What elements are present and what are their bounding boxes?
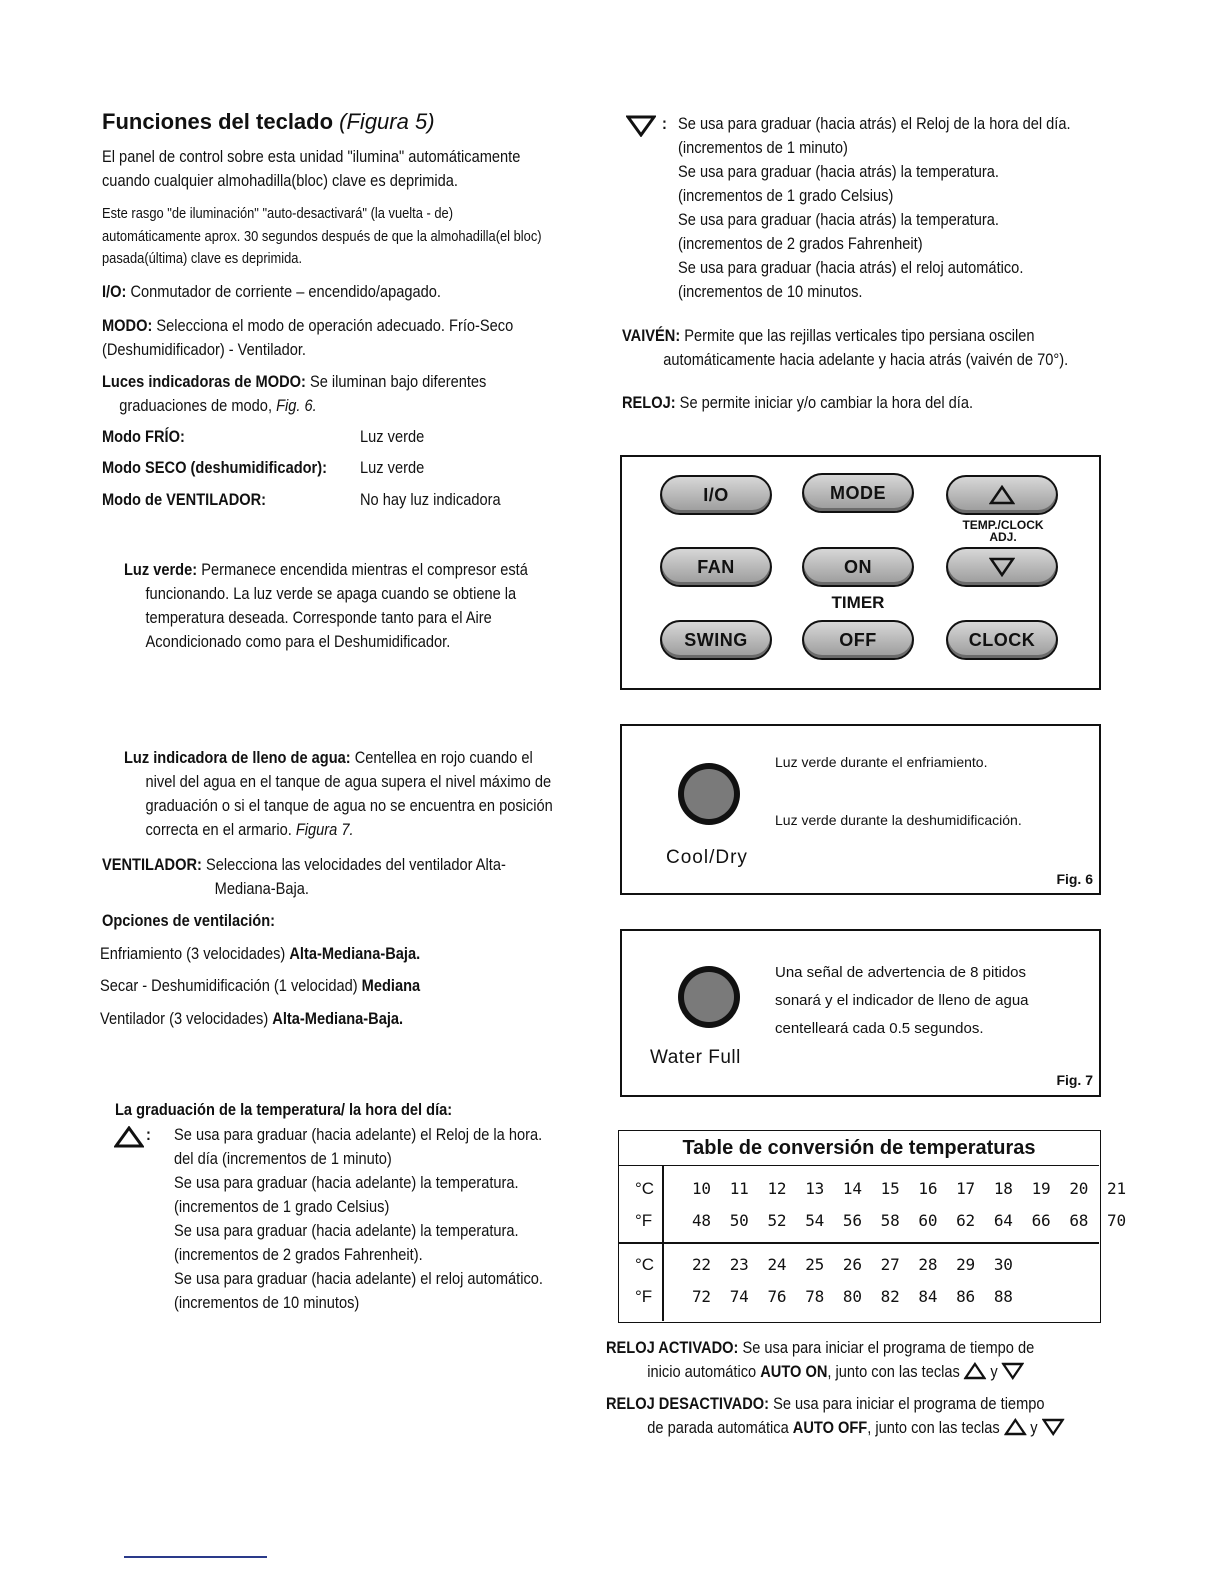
mode-value: Luz verde [360, 427, 425, 446]
figure-caption: Fig. 7 [1056, 1072, 1093, 1088]
intro-text: El panel de control sobre esta unidad "ilumina" automáticamente cuando cualquier almohadilla(bloc) clave es deprimida. [102, 147, 521, 190]
list-item: Secar - Deshumidificación (1 velocidad) Mediana [100, 976, 421, 995]
graduacion-title: La graduación de la temperatura/ la hora del día: [115, 1100, 453, 1119]
io-button[interactable]: I/O [660, 475, 772, 515]
up-arrow-icon [989, 485, 1015, 505]
mode-label: Modo de VENTILADOR: [102, 490, 267, 509]
reloj-description: RELOJ: Se permite iniciar y/o cambiar la hora del día. [622, 393, 974, 412]
mode-value: No hay luz indicadora [360, 490, 501, 509]
fahrenheit-label: °F [635, 1211, 653, 1230]
temp-up-button[interactable] [946, 475, 1058, 515]
mode-button[interactable]: MODE [802, 473, 914, 513]
timer-on-button[interactable]: ON [802, 547, 914, 587]
luces-description: Luces indicadoras de MODO: Se iluminan bajo diferentes graduaciones de modo, Fig. 6. [102, 372, 487, 415]
fan-button[interactable]: FAN [660, 547, 772, 587]
vaiven-description: VAIVÉN: Permite que las rejillas verticales tipo persiana oscilen automáticamente hacia adelante y hacia atrás (vaivén de 70°). [622, 326, 1069, 369]
up-arrow-icon [964, 1362, 986, 1380]
fig6-line1: Luz verde durante el enfriamiento. [775, 754, 988, 770]
conversion-table [618, 1130, 1126, 1323]
cool-dry-label: Cool/Dry [666, 847, 748, 868]
up-colon: : [146, 1125, 151, 1144]
footer-rule [124, 1556, 267, 1558]
celsius-values-1: 10 11 12 13 14 15 16 17 18 19 20 21 [692, 1179, 1126, 1198]
down-colon: : [662, 114, 667, 133]
temp-down-button[interactable] [946, 547, 1058, 587]
fig7-text: Una señal de advertencia de 8 pitidos sonará y el indicador de lleno de agua centelleará cada 0.5 segundos. [775, 964, 1029, 1037]
figure-6 [620, 724, 1101, 895]
down-arrow-icon [989, 557, 1015, 577]
down-arrow-icon [1002, 1362, 1024, 1380]
water-full-indicator [678, 966, 740, 1028]
water-full-label: Water Full [650, 1047, 741, 1068]
swing-button[interactable]: SWING [660, 620, 772, 660]
fahrenheit-values-1: 48 50 52 54 56 58 60 62 64 66 68 70 [692, 1211, 1126, 1230]
section-title: Funciones del teclado (Figura 5) [102, 109, 435, 134]
timer-off-button[interactable]: OFF [802, 620, 914, 660]
up-arrow-icon [114, 1126, 144, 1148]
celsius-values-2: 22 23 24 25 26 27 28 29 30 [692, 1255, 1013, 1274]
opciones-title: Opciones de ventilación: [102, 911, 276, 930]
down-arrow-icon [626, 115, 656, 137]
conversion-table-title: Table de conversión de temperaturas [619, 1131, 1099, 1166]
mode-label: Modo SECO (deshumidificador): [102, 458, 327, 477]
figure-caption: Fig. 6 [1056, 871, 1093, 887]
ventilador-description: VENTILADOR: Selecciona las velocidades del ventilador Alta- Mediana-Baja. [102, 855, 506, 898]
modo-description: MODO: Selecciona el modo de operación adecuado. Frío-Seco (Deshumidificador) - Ventilador. [102, 316, 514, 359]
clock-button[interactable]: CLOCK [946, 620, 1058, 660]
water-full-description: Luz indicadora de lleno de agua: Centellea en rojo cuando el nivel del agua en el tanque de agua supera el nivel máximo de graduación o si el tanque de agua no se encuentra en posición correcta en el armario. Figura 7. [124, 748, 553, 839]
celsius-label: °C [635, 1179, 655, 1198]
mode-label: Modo FRÍO: [102, 427, 185, 446]
fahrenheit-values-2: 72 74 76 78 80 82 84 86 88 [692, 1287, 1013, 1306]
timer-label: TIMER [831, 593, 885, 612]
fahrenheit-label: °F [635, 1287, 653, 1306]
temp-clock-adj-label: TEMP./CLOCK ADJ. [962, 518, 1044, 544]
list-item: Ventilador (3 velocidades) Alta-Mediana-Baja. [100, 1009, 404, 1028]
illumination-note: Este rasgo "de iluminación" "auto-desactivará" (la vuelta - de) automáticamente aprox. 30 segundos después de que la almohadilla(el bloc) pasada(última) clave es deprimida. [102, 205, 542, 267]
celsius-label: °C [635, 1255, 655, 1274]
reloj-desactivado-description: RELOJ DESACTIVADO: Se usa para iniciar el programa de tiempo de parada automática AUTO OFF, junto con las teclas y [606, 1392, 1064, 1440]
figure-7 [620, 929, 1101, 1097]
reloj-activado-description: RELOJ ACTIVADO: Se usa para iniciar el programa de tiempo de inicio automático AUTO ON, junto con las teclas y [606, 1338, 1035, 1381]
down-arrow-icon [1042, 1418, 1064, 1436]
mode-value: Luz verde [360, 458, 425, 477]
row-divider [619, 1242, 1099, 1244]
luz-verde-description: Luz verde: Permanece encendida mientras el compresor está funcionando. La luz verde se apaga cuando se obtiene la temperatura deseada. Corresponde tanto para el Aire Acondicionado como para el Deshumidificador. [124, 560, 528, 651]
down-arrow-description: Se usa para graduar (hacia atrás) el Reloj de la hora del día. (incrementos de 1 minuto) Se usa para graduar (hacia atrás) la temperatura. (incrementos de 1 grado Celsius) Se usa para graduar (hacia atrás) la temperatura. (incrementos de 2 grados Fahrenheit) Se usa para graduar (hacia atrás) el reloj automático. (incrementos de 10 minutos. [678, 114, 1071, 301]
up-arrow-description: Se usa para graduar (hacia adelante) el Reloj de la hora. del día (incrementos de 1 minuto) Se usa para graduar (hacia adelante) la temperatura. (incrementos de 1 grado Celsius) Se usa para graduar (hacia adelante) la temperatura. (incrementos de 2 grados Fahrenheit). Se usa para graduar (hacia adelante) el reloj automático. (incrementos de 10 minutos) [174, 1125, 543, 1312]
list-item: Enfriamiento (3 velocidades) Alta-Mediana-Baja. [100, 944, 421, 963]
cool-dry-indicator [678, 763, 740, 825]
up-arrow-icon [1004, 1418, 1026, 1436]
keypad-figure [620, 455, 1101, 690]
io-description: I/O: Conmutador de corriente – encendido/apagado. [102, 282, 441, 301]
fig6-line2: Luz verde durante la deshumidificación. [775, 812, 1022, 828]
